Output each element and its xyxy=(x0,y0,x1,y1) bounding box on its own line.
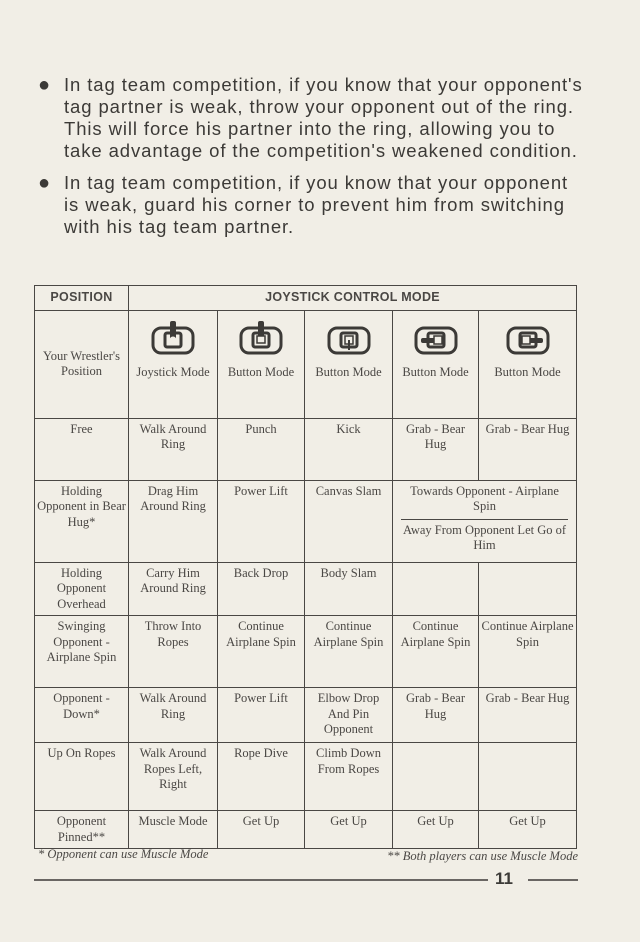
mode-label: Joystick Mode xyxy=(136,364,210,379)
table-cell: Get Up xyxy=(305,811,393,849)
table-row xyxy=(35,480,577,562)
tips-list xyxy=(38,74,583,248)
table-row xyxy=(35,616,577,688)
table-row xyxy=(35,418,577,480)
footnote-both-players: ** Both players can use Muscle Mode xyxy=(387,849,578,863)
mode-cell xyxy=(305,310,393,418)
joystick-button-top-icon xyxy=(237,319,285,357)
table-cell: Elbow Drop And Pin Opponent xyxy=(305,688,393,743)
bullet-icon: ● xyxy=(38,74,51,96)
split-cell-bottom: Away From Opponent Let Go of Him xyxy=(402,522,567,552)
table-cell-merged xyxy=(393,480,577,562)
table-cell: Drag Him Around Ring xyxy=(129,480,218,562)
mode-cell xyxy=(393,310,479,418)
position-header: POSITION xyxy=(35,286,129,311)
table-row xyxy=(35,743,577,811)
mode-cell xyxy=(479,310,577,418)
table-cell: Walk Around Ropes Left, Right xyxy=(129,743,218,811)
row-position: Free xyxy=(35,418,129,480)
table-cell xyxy=(479,743,577,811)
table-row xyxy=(35,562,577,616)
tip-text: In tag team competition, if you know that your opponent's tag partner is weak, throw your opponent out of the ring. This will force his partner into the ring, allowing you to take advantage of the competition's weakened condition. xyxy=(64,74,583,161)
table-cell: Grab - Bear Hug xyxy=(393,418,479,480)
table-cell: Power Lift xyxy=(218,688,305,743)
joystick-button-left-icon xyxy=(412,319,460,357)
table-cell: Continue Airplane Spin xyxy=(305,616,393,688)
wrestler-position-label: Your Wrestler's Position xyxy=(35,310,129,418)
table-cell xyxy=(479,562,577,616)
table-cell: Throw Into Ropes xyxy=(129,616,218,688)
row-position: Swinging Opponent - Airplane Spin xyxy=(35,616,129,688)
joystick-button-right-icon xyxy=(504,319,552,357)
table-row xyxy=(35,811,577,849)
table-cell: Muscle Mode xyxy=(129,811,218,849)
table-cell: Get Up xyxy=(393,811,479,849)
table-cell: Rope Dive xyxy=(218,743,305,811)
mode-label: Button Mode xyxy=(227,364,295,379)
table-cell xyxy=(393,562,479,616)
mode-cell xyxy=(129,310,218,418)
bullet-icon: ● xyxy=(38,172,51,194)
table-cell: Get Up xyxy=(479,811,577,849)
table-cell: Punch xyxy=(218,418,305,480)
row-position: Holding Opponent in Bear Hug* xyxy=(35,480,129,562)
table-row xyxy=(35,688,577,743)
split-cell-top: Towards Opponent - Airplane Spin xyxy=(401,484,568,520)
table-cell: Kick xyxy=(305,418,393,480)
joystick-mode-icon xyxy=(149,319,197,357)
table-cell: Grab - Bear Hug xyxy=(479,688,577,743)
table-cell: Power Lift xyxy=(218,480,305,562)
joystick-button-center-icon xyxy=(325,319,373,357)
mode-label: Button Mode xyxy=(402,364,469,379)
table-cell: Continue Airplane Spin xyxy=(479,616,577,688)
row-position: Holding Opponent Overhead xyxy=(35,562,129,616)
mode-label: Button Mode xyxy=(315,364,382,379)
table-cell: Back Drop xyxy=(218,562,305,616)
footer-rule-right xyxy=(528,879,578,881)
footnote-muscle-mode: * Opponent can use Muscle Mode xyxy=(38,847,209,861)
table-header-row xyxy=(35,286,577,311)
tip-item xyxy=(38,172,583,238)
tip-item xyxy=(38,74,583,162)
mode-header: JOYSTICK CONTROL MODE xyxy=(129,286,577,311)
table-cell: Canvas Slam xyxy=(305,480,393,562)
table-cell: Body Slam xyxy=(305,562,393,616)
table-cell: Walk Around Ring xyxy=(129,418,218,480)
footer-rule xyxy=(34,879,488,881)
table-cell: Grab - Bear Hug xyxy=(393,688,479,743)
page-number: 11 xyxy=(495,869,513,888)
table-cell: Continue Airplane Spin xyxy=(393,616,479,688)
table-cell: Walk Around Ring xyxy=(129,688,218,743)
row-position: Opponent - Down* xyxy=(35,688,129,743)
table-cell: Grab - Bear Hug xyxy=(479,418,577,480)
table-cell: Continue Airplane Spin xyxy=(218,616,305,688)
mode-label: Button Mode xyxy=(494,364,561,379)
mode-cell xyxy=(218,310,305,418)
table-cell: Get Up xyxy=(218,811,305,849)
table-cell xyxy=(393,743,479,811)
table-cell: Climb Down From Ropes xyxy=(305,743,393,811)
row-position: Opponent Pinned** xyxy=(35,811,129,849)
modes-row xyxy=(35,310,577,418)
tip-text: In tag team competition, if you know that your opponent is weak, guard his corner to prevent him from switching with his tag team partner. xyxy=(64,172,569,237)
row-position: Up On Ropes xyxy=(35,743,129,811)
table-cell: Carry Him Around Ring xyxy=(129,562,218,616)
joystick-control-table xyxy=(34,285,577,849)
